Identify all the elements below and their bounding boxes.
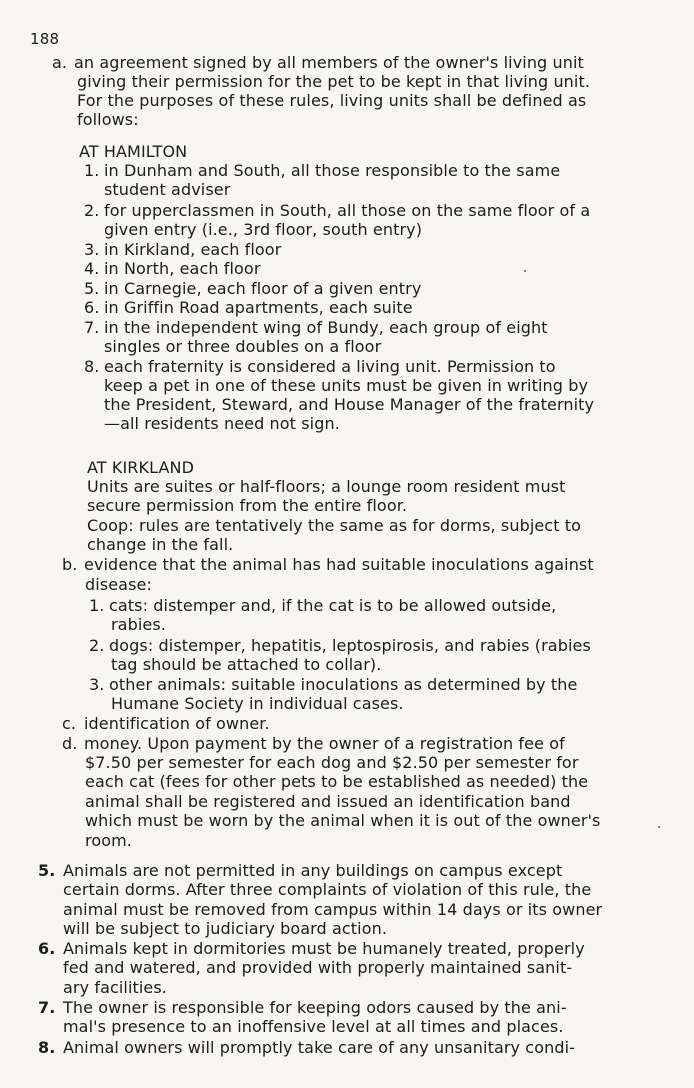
rule-7-line-1 [38,998,567,1017]
rule-8-text-1: Animal owners will promptly take care of any unsanitary condi- [63,1038,575,1057]
hamilton-entry-4-marker: 4. [84,259,100,278]
item-d-line-6: room. [85,831,132,850]
item-a-marker: a. [52,53,68,72]
hamilton-entry-8-line-4: —all residents need not sign. [104,414,340,433]
kirkland-heading: AT KIRKLAND [87,458,194,477]
hamilton-entry-1-marker: 1. [84,161,100,180]
hamilton-heading: AT HAMILTON [79,142,188,161]
item-b-entry-3-marker: 3. [89,675,105,694]
rule-6-line-2: fed and watered, and provided with properly maintained sanit- [63,958,573,977]
scan-speck [658,826,660,828]
rule-5-text-1: Animals are not permitted in any buildings on campus except [63,861,563,880]
hamilton-entry-8-line-1 [84,357,556,376]
hamilton-entry-7-line-1 [84,318,548,337]
item-b-entry-2-line-1 [89,636,591,655]
item-a-line-3: For the purposes of these rules, living units shall be defined as [77,91,587,110]
item-b-line-1 [62,555,594,574]
item-d-text-1: money. Upon payment by the owner of a registration fee of [84,734,565,753]
hamilton-entry-8-marker: 8. [84,357,100,376]
kirkland-line-4: change in the fall. [87,535,234,554]
hamilton-entry-3-line-1 [84,240,281,259]
item-b-entry-2-marker: 2. [89,636,105,655]
rule-6-text-1: Animals kept in dormitories must be humanely treated, properly [63,939,585,958]
item-b-entry-3-line-1 [89,675,577,694]
item-b-entry-2-line-2: tag should be attached to collar). [111,655,382,674]
item-d-line-5: which must be worn by the animal when it is out of the owner's [85,811,601,830]
rule-5-line-2: certain dorms. After three complaints of violation of this rule, the [63,880,592,899]
hamilton-entry-6-marker: 6. [84,298,100,317]
item-a-line-1 [52,53,584,72]
hamilton-entry-5-marker: 5. [84,279,100,298]
kirkland-line-3: Coop: rules are tentatively the same as for dorms, subject to [87,516,582,535]
rule-8-line-1 [38,1038,575,1057]
hamilton-entry-7-marker: 7. [84,318,100,337]
item-b-entry-1-marker: 1. [89,596,105,615]
hamilton-entry-4-line-1 [84,259,261,278]
kirkland-line-2: secure permission from the entire floor. [87,496,408,515]
rule-6-line-3: ary facilities. [63,978,167,997]
hamilton-entry-5-line-1 [84,279,421,298]
item-b-entry-1-line-2: rabies. [111,615,166,634]
rule-5-line-4: will be subject to judiciary board action. [63,919,388,938]
rule-6-line-1 [38,939,585,958]
hamilton-entry-8-line-2: keep a pet in one of these units must be given in writing by [104,376,589,395]
hamilton-entry-3-marker: 3. [84,240,100,259]
hamilton-entry-2-line-1 [84,201,590,220]
item-b-text-1: evidence that the animal has had suitable inoculations against [84,555,594,574]
item-d-line-2: $7.50 per semester for each dog and $2.50 per semester for [85,753,579,772]
hamilton-entry-8-text-1: each fraternity is considered a living unit. Permission to [104,357,556,376]
rule-7-text-1: The owner is responsible for keeping odors caused by the ani- [63,998,567,1017]
item-b-marker: b. [62,555,78,574]
item-c-marker: c. [62,714,77,733]
hamilton-entry-6-text-1: in Griffin Road apartments, each suite [104,298,413,317]
item-d-line-3: each cat (fees for other pets to be established as needed) the [85,772,589,791]
rule-7-line-2: mal's presence to an inoffensive level at all times and places. [63,1017,564,1036]
kirkland-line-1: Units are suites or half-floors; a lounge room resident must [87,477,566,496]
hamilton-entry-1-line-1 [84,161,560,180]
item-d-line-4: animal shall be registered and issued an identification band [85,792,571,811]
item-b-line-2: disease: [85,575,152,594]
rule-6-number: 6. [38,939,56,958]
rule-7-number: 7. [38,998,56,1017]
hamilton-entry-2-line-2: given entry (i.e., 3rd floor, south entry) [104,220,423,239]
item-d-marker: d. [62,734,78,753]
hamilton-entry-3-text-1: in Kirkland, each floor [104,240,282,259]
rule-5-number: 5. [38,861,56,880]
item-b-entry-3-line-2: Humane Society in individual cases. [111,694,404,713]
item-c-text-1: identification of owner. [84,714,270,733]
item-d-line-1 [62,734,565,753]
item-c-line-1 [62,714,270,733]
item-b-entry-3-text-1: other animals: suitable inoculations as determined by the [109,675,578,694]
hamilton-entry-2-text-1: for upperclassmen in South, all those on the same floor of a [104,201,591,220]
item-a-line-2: giving their permission for the pet to be kept in that living unit. [77,72,591,91]
item-a-line-4: follows: [77,110,139,129]
rule-5-line-3: animal must be removed from campus within 14 days or its owner [63,900,603,919]
scan-speck [524,270,526,272]
hamilton-entry-4-text-1: in North, each floor [104,259,261,278]
hamilton-entry-1-line-2: student adviser [104,180,231,199]
item-a-text-1: an agreement signed by all members of the owner's living unit [74,53,584,72]
hamilton-entry-6-line-1 [84,298,413,317]
hamilton-entry-7-text-1: in the independent wing of Bundy, each group of eight [104,318,548,337]
item-b-entry-1-text-1: cats: distemper and, if the cat is to be allowed outside, [109,596,557,615]
rule-8-number: 8. [38,1038,56,1057]
hamilton-entry-5-text-1: in Carnegie, each floor of a given entry [104,279,422,298]
hamilton-entry-1-text-1: in Dunham and South, all those responsible to the same [104,161,561,180]
item-b-entry-2-text-1: dogs: distemper, hepatitis, leptospirosis, and rabies (rabies [109,636,591,655]
hamilton-entry-8-line-3: the President, Steward, and House Manager of the fraternity [104,395,595,414]
page-number: 188 [30,30,60,48]
item-b-entry-1-line-1 [89,596,556,615]
hamilton-entry-2-marker: 2. [84,201,100,220]
hamilton-entry-7-line-2: singles or three doubles on a floor [104,337,382,356]
rule-5-line-1 [38,861,562,880]
